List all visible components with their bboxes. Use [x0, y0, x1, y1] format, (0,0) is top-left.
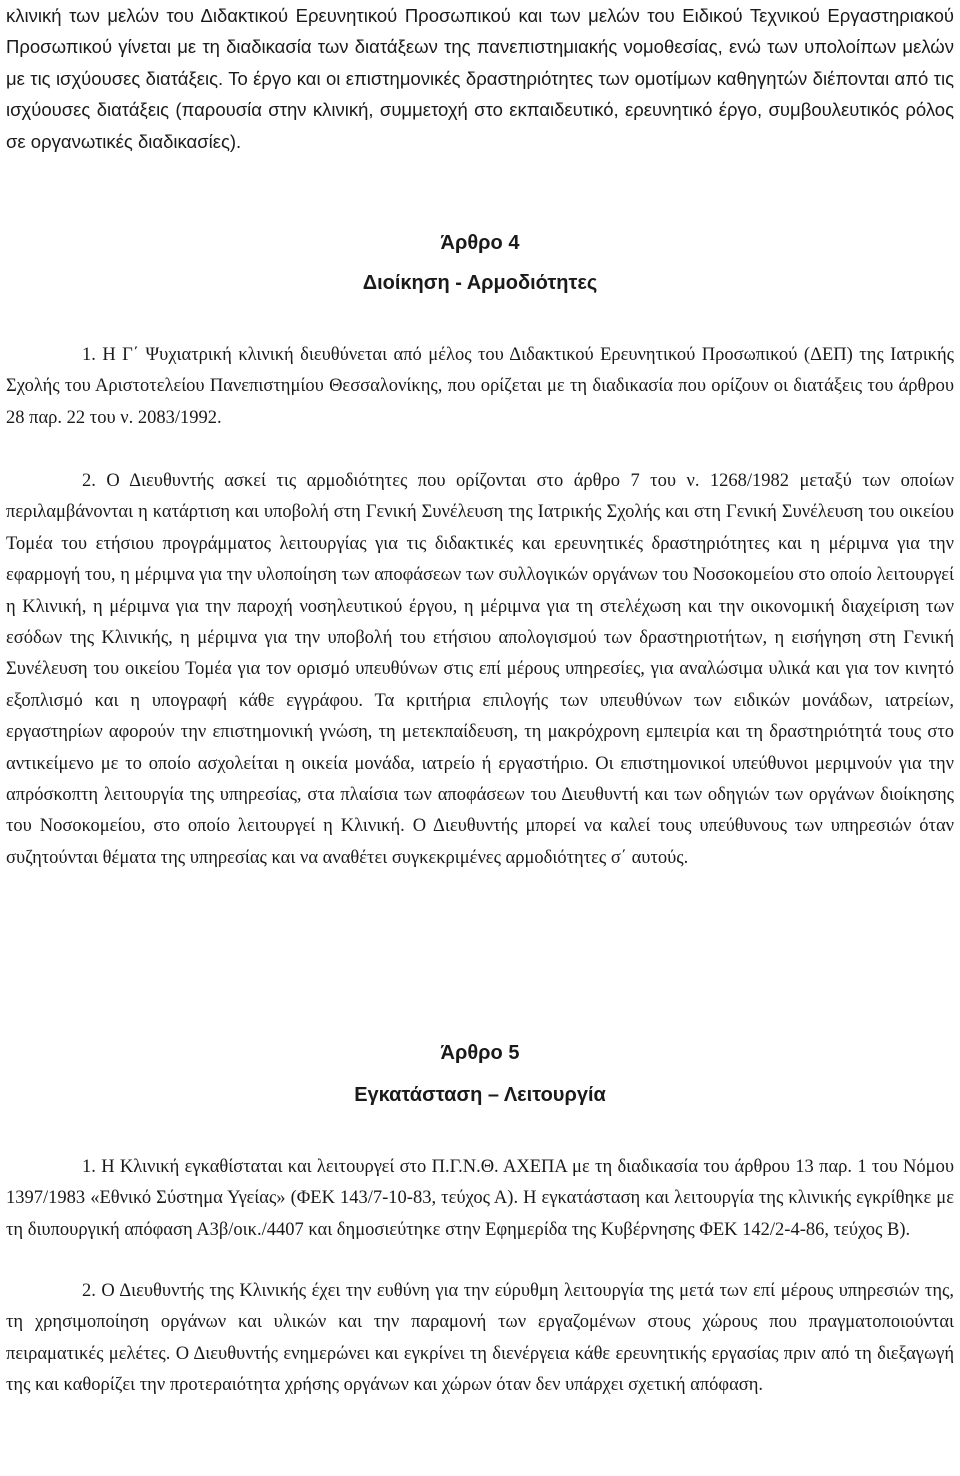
article-5-paragraph-2: 2. Ο Διευθυντής της Κλινικής έχει την ευθύνη για την εύρυθμη λειτουργία της μετά των επί μέρους υπηρεσιών της, τη χρησιμοποίηση οργάνων και υλικών και την παραμονή των εργαζομένων στους χώρους που πραγματοποιούνται πειραματικές μελέτες. Ο Διευθυντής ενημερώνει και εγκρίνει τη διενέργεια κάθε ερευνητικής εργασίας πριν από τη διεξαγωγή της και καθορίζει την προτεραιότητα χρήσης οργάνων και χώρων όταν δεν υπάρχει σχετική απόφαση. — [6, 1281, 954, 1396]
article-5-subtitle: Εγκατάσταση – Λειτουργία — [354, 1084, 606, 1106]
article-4-paragraph-1: 1. Η Γ΄ Ψυχιατρική κλινική διευθύνεται από μέλος του Διδακτικού Ερευνητικού Προσωπικού (ΔΕΠ) της Ιατρικής Σχολής του Αριστοτελείου Πανεπιστημίου Θεσσαλονίκης, που ορίζεται με τη διαδικασία που ορίζουν οι διατάξεις του άρθρου 28 παρ. 22 του ν. 2083/1992. — [6, 345, 954, 428]
article-4-subtitle: Διοίκηση - Αρμοδιότητες — [362, 272, 598, 294]
article-4-title: Άρθρο 4 — [440, 232, 520, 254]
article-5-paragraph-1: 1. Η Κλινική εγκαθίσταται και λειτουργεί στο Π.Γ.Ν.Θ. ΑΧΕΠΑ με τη διαδικασία του άρθρου 13 παρ. 1 του Νόμου 1397/1983 «Εθνικό Σύστημα Υγείας» (ΦΕΚ 143/7-10-83, τεύχος Α). Η εγκατάσταση και λειτουργία της κλινικής εγκρίθηκε με τη διυπουργική απόφαση Α3β/οικ./4407 και δημοσιεύτηκε στην Εφημερίδα της Κυβέρνησης ΦΕΚ 142/2-4-86, τεύχος Β). — [6, 1157, 954, 1240]
article-4-paragraph-2: 2. Ο Διευθυντής ασκεί τις αρμοδιότητες που ορίζονται στο άρθρο 7 του ν. 1268/1982 μεταξύ των οποίων περιλαμβάνονται η κατάρτιση και υποβολή στη Γενική Συνέλευση της Ιατρικής Σχολής και στη Γενική Συνέλευση του οικείου Τομέα του ετήσιου προγράμματος λειτουργίας για τις διδακτικές και ερευνητικές δραστηριότητες και η μέριμνα για την εφαρμογή του, η μέριμνα για την υλοποίηση των αποφάσεων των συλλογικών οργάνων του Νοσοκομείου στο οποίο λειτουργεί η Κλινική, η μέριμνα για την παροχή νοσηλευτικού έργου, η μέριμνα για τη στελέχωση και την οικονομική διαχείριση των εσόδων της Κλινικής, η μέριμνα για την υποβολή του ετήσιου απολογισμού των δραστηριοτήτων, η εισήγηση στη Γενική Συνέλευση του οικείου Τομέα για τον ορισμό υπευθύνων στις επί μέρους υπηρεσίες, για αναλώσιμα υλικά και για τον κινητό εξοπλισμό και η υπογραφή κάθε εγγράφου. Τα κριτήρια επιλογής των υπευθύνων των ειδικών μονάδων, ιατρείων, εργαστηρίων αφορούν την επιστημονική γνώση, τη μετεκπαίδευση, τη μακρόχρονη εμπειρία και τη δραστηριότητά τους στο αντικείμενο με το οποίο ασχολείται η οικεία μονάδα, ιατρείο ή εργαστήριο. Οι επιστημονικοί υπεύθυνοι μεριμνούν για την απρόσκοπτη λειτουργία της υπηρεσίας, στα πλαίσια των αποφάσεων του Διευθυντή και των οδηγιών των οργάνων διοίκησης του Νοσοκομείου, στο οποίο λειτουργεί η Κλινική. Ο Διευθυντής μπορεί να καλεί τους υπεύθυνους των υπηρεσιών όταν συζητούνται θέματα της υπηρεσίας και να αναθέτει συγκεκριμένες αρμοδιότητες σ΄ αυτούς. — [6, 471, 954, 868]
intro-paragraph: κλινική των μελών του Διδακτικού Ερευνητικού Προσωπικού και των μελών του Ειδικού Τεχνικού Εργαστηριακού Προσωπικού γίνεται με τη διαδικασία των διατάξεων της πανεπιστημιακής νομοθεσίας, ενώ των υπολοίπων μελών με τις ισχύουσες διατάξεις. Το έργο και οι επιστημονικές δραστηριότητες των ομοτίμων καθηγητών διέπονται από τις ισχύουσες διατάξεις (παρουσία στην κλινική, συμμετοχή στο εκπαιδευτικό, ερευνητικό έργο, συμβουλευτικός ρόλος σε οργανωτικές διαδικασίες). — [6, 5, 954, 152]
article-5-title: Άρθρο 5 — [440, 1042, 520, 1064]
